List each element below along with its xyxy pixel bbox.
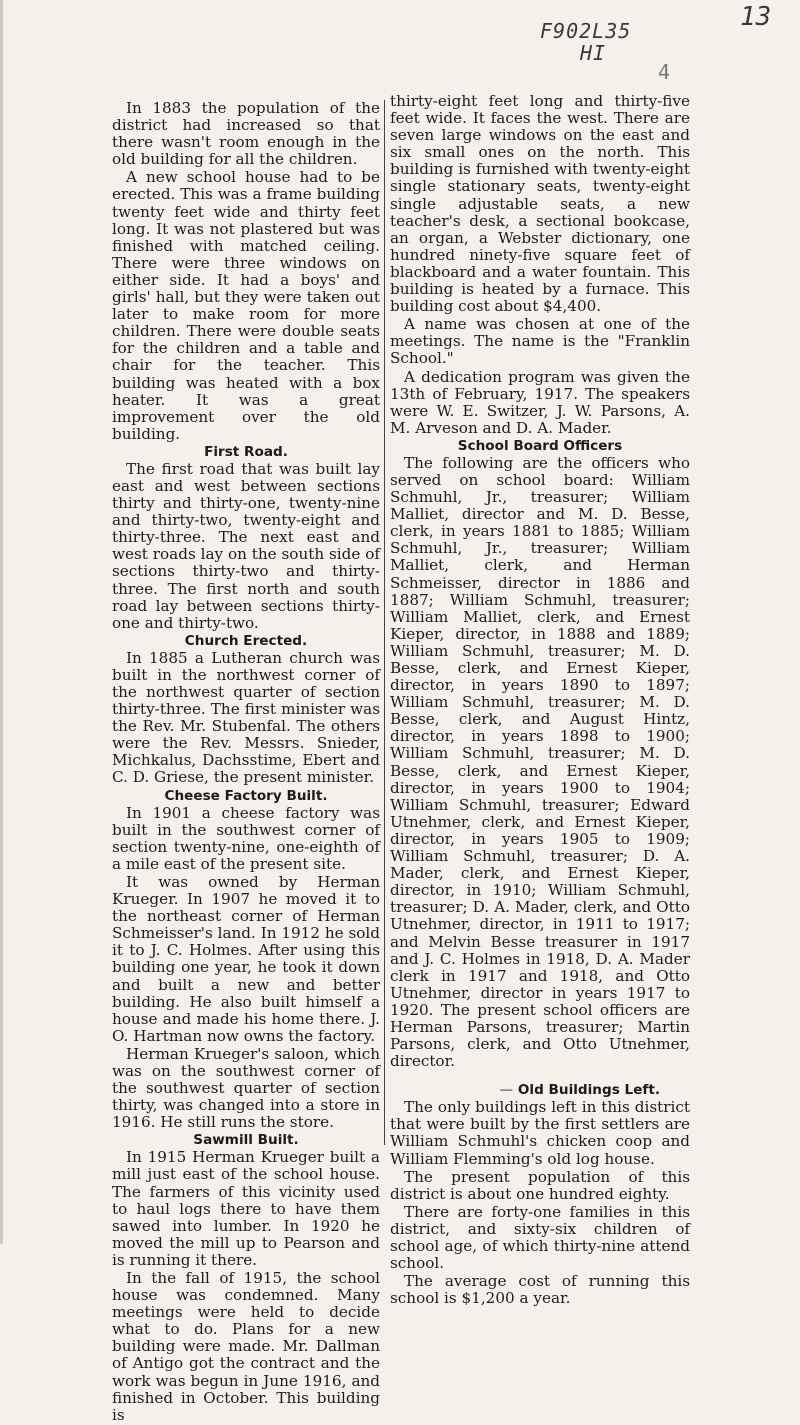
reference-sub: HI — [580, 41, 607, 65]
paragraph-dedication: A dedication program was given the 13th of February, 1917. The speakers were W. E. Switzer, J. W. Parsons, A. M. Arveson and D. A. Mader. — [390, 367, 690, 437]
heading-school-board-officers: School Board Officers — [457, 437, 623, 454]
paragraph-families: There are forty-one families in this district, and sixty-six children of school age, of which thirty-nine attend school. — [390, 1202, 690, 1273]
paragraph-condemned: In the fall of 1915, the school house was condemned. Many meetings were held to decide what to do. Plans for a new building were made. Mr. Dallman of Antigo got the contract and the work was begun in June 1916, and finished in October. This building is — [112, 1269, 380, 1424]
paragraph-cost: The average cost of running this school is $1,200 a year. — [390, 1272, 690, 1308]
column-divider — [384, 100, 385, 1145]
handwritten-page-number: 13 — [740, 2, 772, 32]
heading-cheese-factory: Cheese Factory Built. — [164, 787, 328, 804]
paragraph-building-continued: thirty-eight feet long and thirty-five feet wide. It faces the west. There are seven large windows on the east and six small ones on the north. This building is furnished with twenty-eight single stationary seats, twenty-eight single adjustable seats, a new teacher's desk, a sectional bookcase, an organ, a Webster dictionary, one hundred ninety-five square feet of blackboard and a water fountain. This building is heated by a furnace. This building cost about $4,400. — [390, 92, 690, 316]
paragraph-present-population: The present population of this district is about one hundred eighty. — [390, 1167, 690, 1203]
heading-sawmill: Sawmill Built. — [193, 1132, 299, 1149]
left-column — [112, 100, 380, 1425]
paragraph-church: In 1885 a Lutheran church was built in the northwest corner of the northwest quarter of section thirty-three. The first minister was the Rev. Mr. Stubenfal. The others were the Rev. Messrs. Snieder, Michkalus, Dachsstime, Ebert and C. D. Griese, the present minister. — [112, 648, 380, 787]
heading-first-road: First Road. — [204, 443, 288, 460]
paragraph-cheese-2: It was owned by Herman Krueger. In 1907 he moved it to the northeast corner of Herman Schmeisser's land. In 1912 he sold it to J. C. Holmes. After using this building one year, he took it down and built a new and better building. He also built himself a house and made his home there. J. O. Hartman now owns the factory. — [112, 872, 380, 1045]
paragraph-saloon: Herman Krueger's saloon, which was on the southwest corner of the southwest quarter of section thirty, was changed into a store in 1916. He still runs the store. — [112, 1044, 380, 1132]
paragraph-school-name: A name was chosen at one of the meetings. The name is the "Franklin School." — [390, 315, 690, 368]
paragraph-sawmill: In 1915 Herman Krueger built a mill just east of the school house. The farmers of this vicinity used to haul logs there to have them sawed into lumber. In 1920 he moved the mill up to Pearson and is running it there. — [112, 1148, 380, 1269]
reference-code: F902L35 — [540, 19, 632, 43]
paragraph-officers: The following are the officers who served on school board: William Schmuhl, Jr., treasurer; William Malliet, director and M. D. Besse, clerk, in years 1881 to 1885; William Schmuhl, Jr., treasurer; William Malliet, clerk, and Herman Schmeisser, director in 1886 and 1887; William Schmuhl, treasurer; William Malliet, clerk, and Ernest Kieper, director, in 1888 and 1889; William Schmuhl, treasurer; M. D. Besse, clerk, and Ernest Kieper, director, in years 1890 to 1897; William Schmuhl, treasurer; M. D. Besse, clerk, and August Hintz, director, in years 1898 to 1900; William Schmuhl, treasurer; M. D. Besse, clerk, and Ernest Kieper, director, in years 1900 to 1904; William Schmuhl, treasurer; Edward Utnehmer, clerk, and Ernest Kieper, director, in years 1905 to 1909; William Schmuhl, treasurer; D. A. Mader, clerk, and Ernest Kieper, director, in 1910; William Schmuhl, treasurer; D. A. Mader, clerk, and Otto Utnehmer, director, in 1911 to 1917; and Melvin Besse treasurer in 1917 and J. C. Holmes in 1918, D. A. Mader clerk in 1917 and 1918, and Otto Utnehmer, director in years 1917 to 1920. The present school officers are Herman Parsons, treasurer; Martin Parsons, clerk, and Otto Utnehmer, director. — [390, 453, 690, 1071]
paragraph-new-school: A new school house had to be erected. This was a frame building twenty feet wide and thirty feet long. It was not plastered but was finished with matched ceiling. There were three windows on either side. It had a boys' and girls' hall, but they were taken out later to make room for more children. There were double seats for the children and a table and chair for the teacher. This building was heated with a box heater. It was a great improvement over the old building. — [112, 168, 380, 443]
handwritten-mark: 4 — [658, 60, 671, 84]
heading-old-buildings: — Old Buildings Left. — [390, 1082, 690, 1098]
paragraph-old-buildings: The only buildings left in this district that were built by the first settlers are William Schmuhl's chicken coop and William Flemming's old log house. — [390, 1098, 690, 1168]
heading-church-erected: Church Erected. — [184, 632, 308, 649]
paragraph-cheese-1: In 1901 a cheese factory was built in the southwest corner of section twenty-nine, one-eighth of a mile east of the present site. — [112, 803, 380, 873]
paragraph-population: In 1883 the population of the district had increased so that there wasn't room enough in the old building for all the children. — [112, 99, 380, 169]
right-column — [390, 93, 690, 1308]
paragraph-first-road: The first road that was built lay east and west between sections thirty and thirty-one, twenty-nine and thirty-two, twenty-eight and thirty-three. The next east and west roads lay on the south side of sections thirty-two and thirty-three. The first north and south road lay between sections thirty-one and thirty-two. — [112, 459, 380, 632]
handwritten-reference — [540, 20, 631, 64]
